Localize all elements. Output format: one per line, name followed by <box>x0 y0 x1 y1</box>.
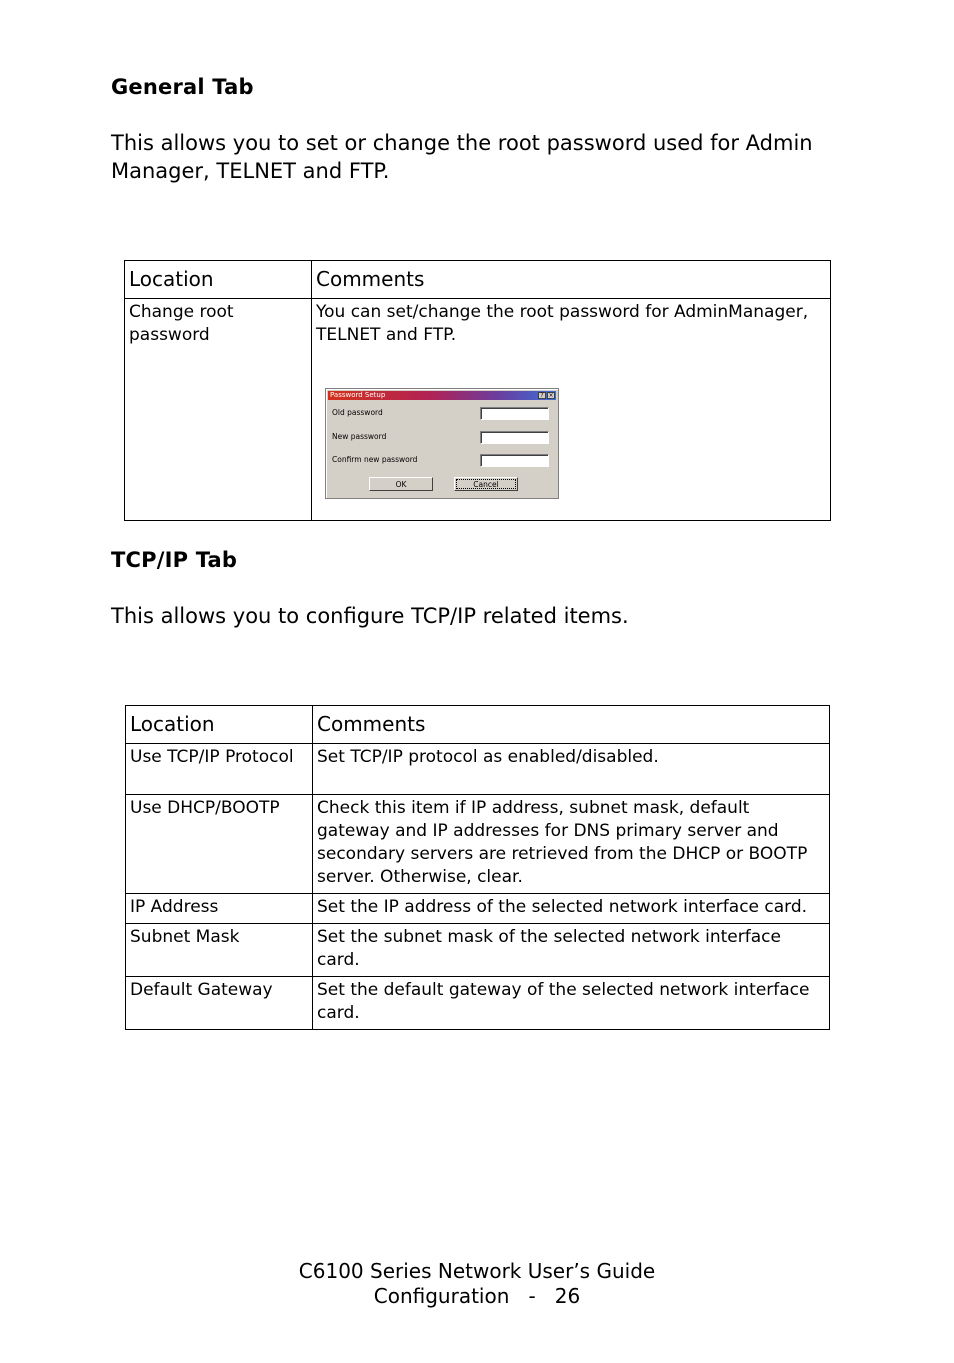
tcpip-tab-table <box>125 705 830 1030</box>
help-icon[interactable]: ? <box>538 392 546 399</box>
confirm-password-label: Confirm new password <box>332 455 418 464</box>
tcpip-tab-heading: TCP/IP Tab <box>111 548 238 572</box>
old-password-label: Old password <box>332 408 383 417</box>
column-header-comments: Comments <box>313 706 830 744</box>
cell-comments: Set TCP/IP protocol as enabled/disabled. <box>313 744 830 795</box>
cell-location: Subnet Mask <box>126 924 313 977</box>
column-header-comments: Comments <box>312 261 831 299</box>
cell-location: Use DHCP/BOOTP <box>126 795 313 894</box>
dialog-title: Password Setup <box>330 391 386 399</box>
cell-comments-text: You can set/change the root password for AdminManager, TELNET and FTP. <box>316 302 809 345</box>
new-password-label: New password <box>332 432 387 441</box>
column-header-location: Location <box>126 706 313 744</box>
cell-comments: Set the IP address of the selected network interface card. <box>313 894 830 924</box>
table-row <box>126 977 830 1030</box>
cancel-button[interactable]: Cancel <box>454 477 518 491</box>
close-icon[interactable]: × <box>548 392 554 399</box>
old-password-field[interactable] <box>480 407 549 420</box>
cell-comments: Set the default gateway of the selected network interface card. <box>313 977 830 1030</box>
table-header-row <box>125 261 831 299</box>
dialog-title-bar <box>328 391 556 400</box>
table-row <box>126 795 830 894</box>
table-row <box>126 744 830 795</box>
footer-page-number: Configuration - 26 <box>373 1284 581 1308</box>
footer-guide-title: C6100 Series Network User’s Guide <box>298 1259 656 1283</box>
table-row <box>126 894 830 924</box>
cell-comments: Set the subnet mask of the selected network interface card. <box>313 924 830 977</box>
cell-location: Use TCP/IP Protocol <box>126 744 313 795</box>
cell-location: Default Gateway <box>126 977 313 1030</box>
new-password-field[interactable] <box>480 431 549 444</box>
general-tab-heading: General Tab <box>111 75 254 99</box>
cell-location: IP Address <box>126 894 313 924</box>
column-header-location: Location <box>125 261 312 299</box>
confirm-password-field[interactable] <box>480 454 549 467</box>
ok-button[interactable]: OK <box>369 477 433 491</box>
table-row <box>126 924 830 977</box>
tcpip-tab-intro: This allows you to configure TCP/IP related items. <box>111 604 629 628</box>
general-tab-intro: This allows you to set or change the root password used for Admin Manager, TELNET and FTP. <box>111 131 813 183</box>
table-header-row <box>126 706 830 744</box>
cell-comments: Check this item if IP address, subnet mask, default gateway and IP addresses for DNS primary server and secondary servers are retrieved from the DHCP or BOOTP server. Otherwise, clear. <box>313 795 830 894</box>
password-setup-dialog <box>325 388 559 499</box>
cell-location: Change root password <box>125 299 312 521</box>
